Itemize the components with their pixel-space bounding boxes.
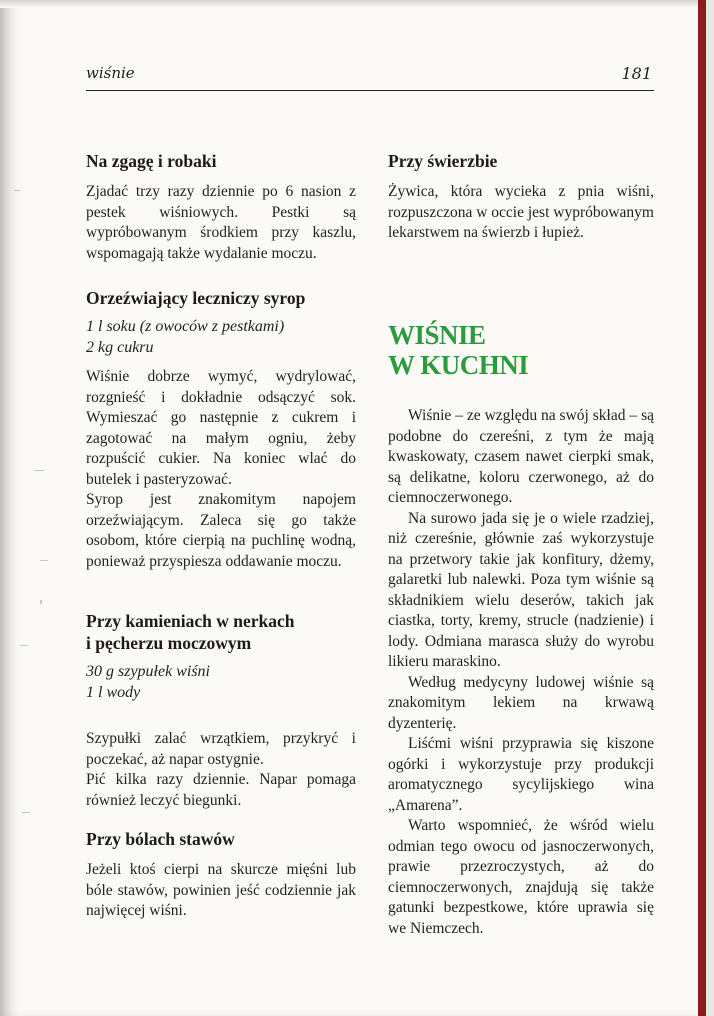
ingredient-item: 30 g szypułek wiśni: [86, 663, 210, 680]
section-heading: Przy bólach stawów: [86, 829, 235, 849]
section-heading-line2: i pęcherzu moczowym: [86, 633, 252, 653]
ingredient-item: 1 l wody: [86, 684, 141, 701]
scan-mark: [22, 812, 30, 813]
section-kidney-stones: [86, 610, 356, 811]
ingredient-list: [86, 316, 356, 358]
scan-mark: [40, 560, 48, 561]
section-heading: Na zgagę i robaki: [86, 151, 217, 171]
ingredient-list: [86, 661, 356, 703]
chapter-paragraph: Warto wspomnieć, że wśród wielu odmian tego owocu od jasnoczerwonych, prawie przezroczystych, aż do ciemnoczerwonych, znajdują się także gatunki bezpestkowe, które uprawia się we Niemczech.: [388, 817, 654, 937]
running-header-title: wiśnie: [86, 64, 135, 82]
chapter-body: [388, 406, 654, 939]
section-heading: Przy świerzbie: [388, 151, 498, 171]
chapter-paragraph: Na surowo jada się je o wiele rzadziej, niż czereśnie, głównie zaś wykorzystuje na przetwory takie jak konfitury, dżemy, galaretki lub nalewki. Poza tym wiśnie są składnikiem wielu deserów, takich jak ciastka, torty, kremy, strucle (nadzienie) i lody. Odmiana marasca służy do wyrobu likieru maraskino.: [388, 509, 654, 670]
page-edge-binding: [698, 0, 706, 1016]
scan-mark: [40, 600, 42, 604]
section-text: Szypułki zalać wrzątkiem, przykryć i poczekać, aż napar ostygnie.: [86, 730, 356, 768]
section-heartburn: [86, 150, 356, 264]
section-heading-line1: Przy kamieniach w nerkach: [86, 611, 295, 631]
section-syrup: [86, 287, 356, 572]
chapter-paragraph: Według medycyny ludowej wiśnie są znakomitym lekiem na krwawą dyzenterię.: [388, 673, 654, 732]
chapter-paragraph: Wiśnie – ze względu na swój skład – są podobne do czereśni, z tym że mają kwaskowaty, czasem nawet cierpki smak, są delikatne, koloru czerwonego, aż do ciemnoczerwonego.: [388, 407, 654, 506]
section-text: Jeżeli ktoś cierpi na skurcze mięśni lub bóle stawów, powinien jeść codziennie jak najwięcej wiśni.: [86, 861, 356, 919]
running-header: [86, 60, 654, 91]
ingredient-item: 2 kg cukru: [86, 339, 154, 356]
section-text: Wiśnie dobrze wymyć, wydrylować, rozgnieść i dokładnie odsączyć sok. Wymieszać go następnie z cukrem i zagotować na małym ogniu, żeby rozpuścić cukier. Na koniec wlać do butelek i pasteryzować.: [86, 368, 356, 488]
chapter-cherries-in-kitchen: [388, 320, 654, 939]
section-text: Syrop jest znakomitym napojem orzeźwiającym. Zaleca się go także osobom, które cierpią na puchlinę wodną, ponieważ przyspiesza oddawanie moczu.: [86, 491, 356, 570]
chapter-title-line1: WIŚNIE: [388, 320, 486, 350]
scan-mark: [20, 645, 28, 646]
ingredient-item: 1 l soku (z owoców z pestkami): [86, 318, 285, 335]
section-heading: Orzeźwiający leczniczy syrop: [86, 288, 306, 308]
chapter-paragraph: Liśćmi wiśni przyprawia się kiszone ogórki i wykorzystuje przy produkcji aromatycznego sycylijskiego wina „Amarena”.: [388, 735, 654, 814]
section-text: Zjadać trzy razy dziennie po 6 nasion z pestek wiśniowych. Pestki są wypróbowanym środkiem przy kaszlu, wspomagają także wydalanie moczu.: [86, 183, 356, 262]
chapter-title-line2: W KUCHNI: [388, 350, 529, 380]
section-text: Żywica, która wycieka z pnia wiśni, rozpuszczona w occie jest wypróbowanym lekarstwem na świerzb i łupież.: [388, 183, 654, 241]
scan-mark: [14, 190, 20, 191]
scan-mark: [34, 470, 44, 471]
page-number: 181: [621, 64, 652, 83]
section-text: Pić kilka razy dziennie. Napar pomaga również leczyć biegunki.: [86, 771, 356, 809]
page-top-shading: [0, 0, 706, 8]
section-scabies: [388, 150, 654, 244]
section-joint-pain: [86, 828, 356, 922]
